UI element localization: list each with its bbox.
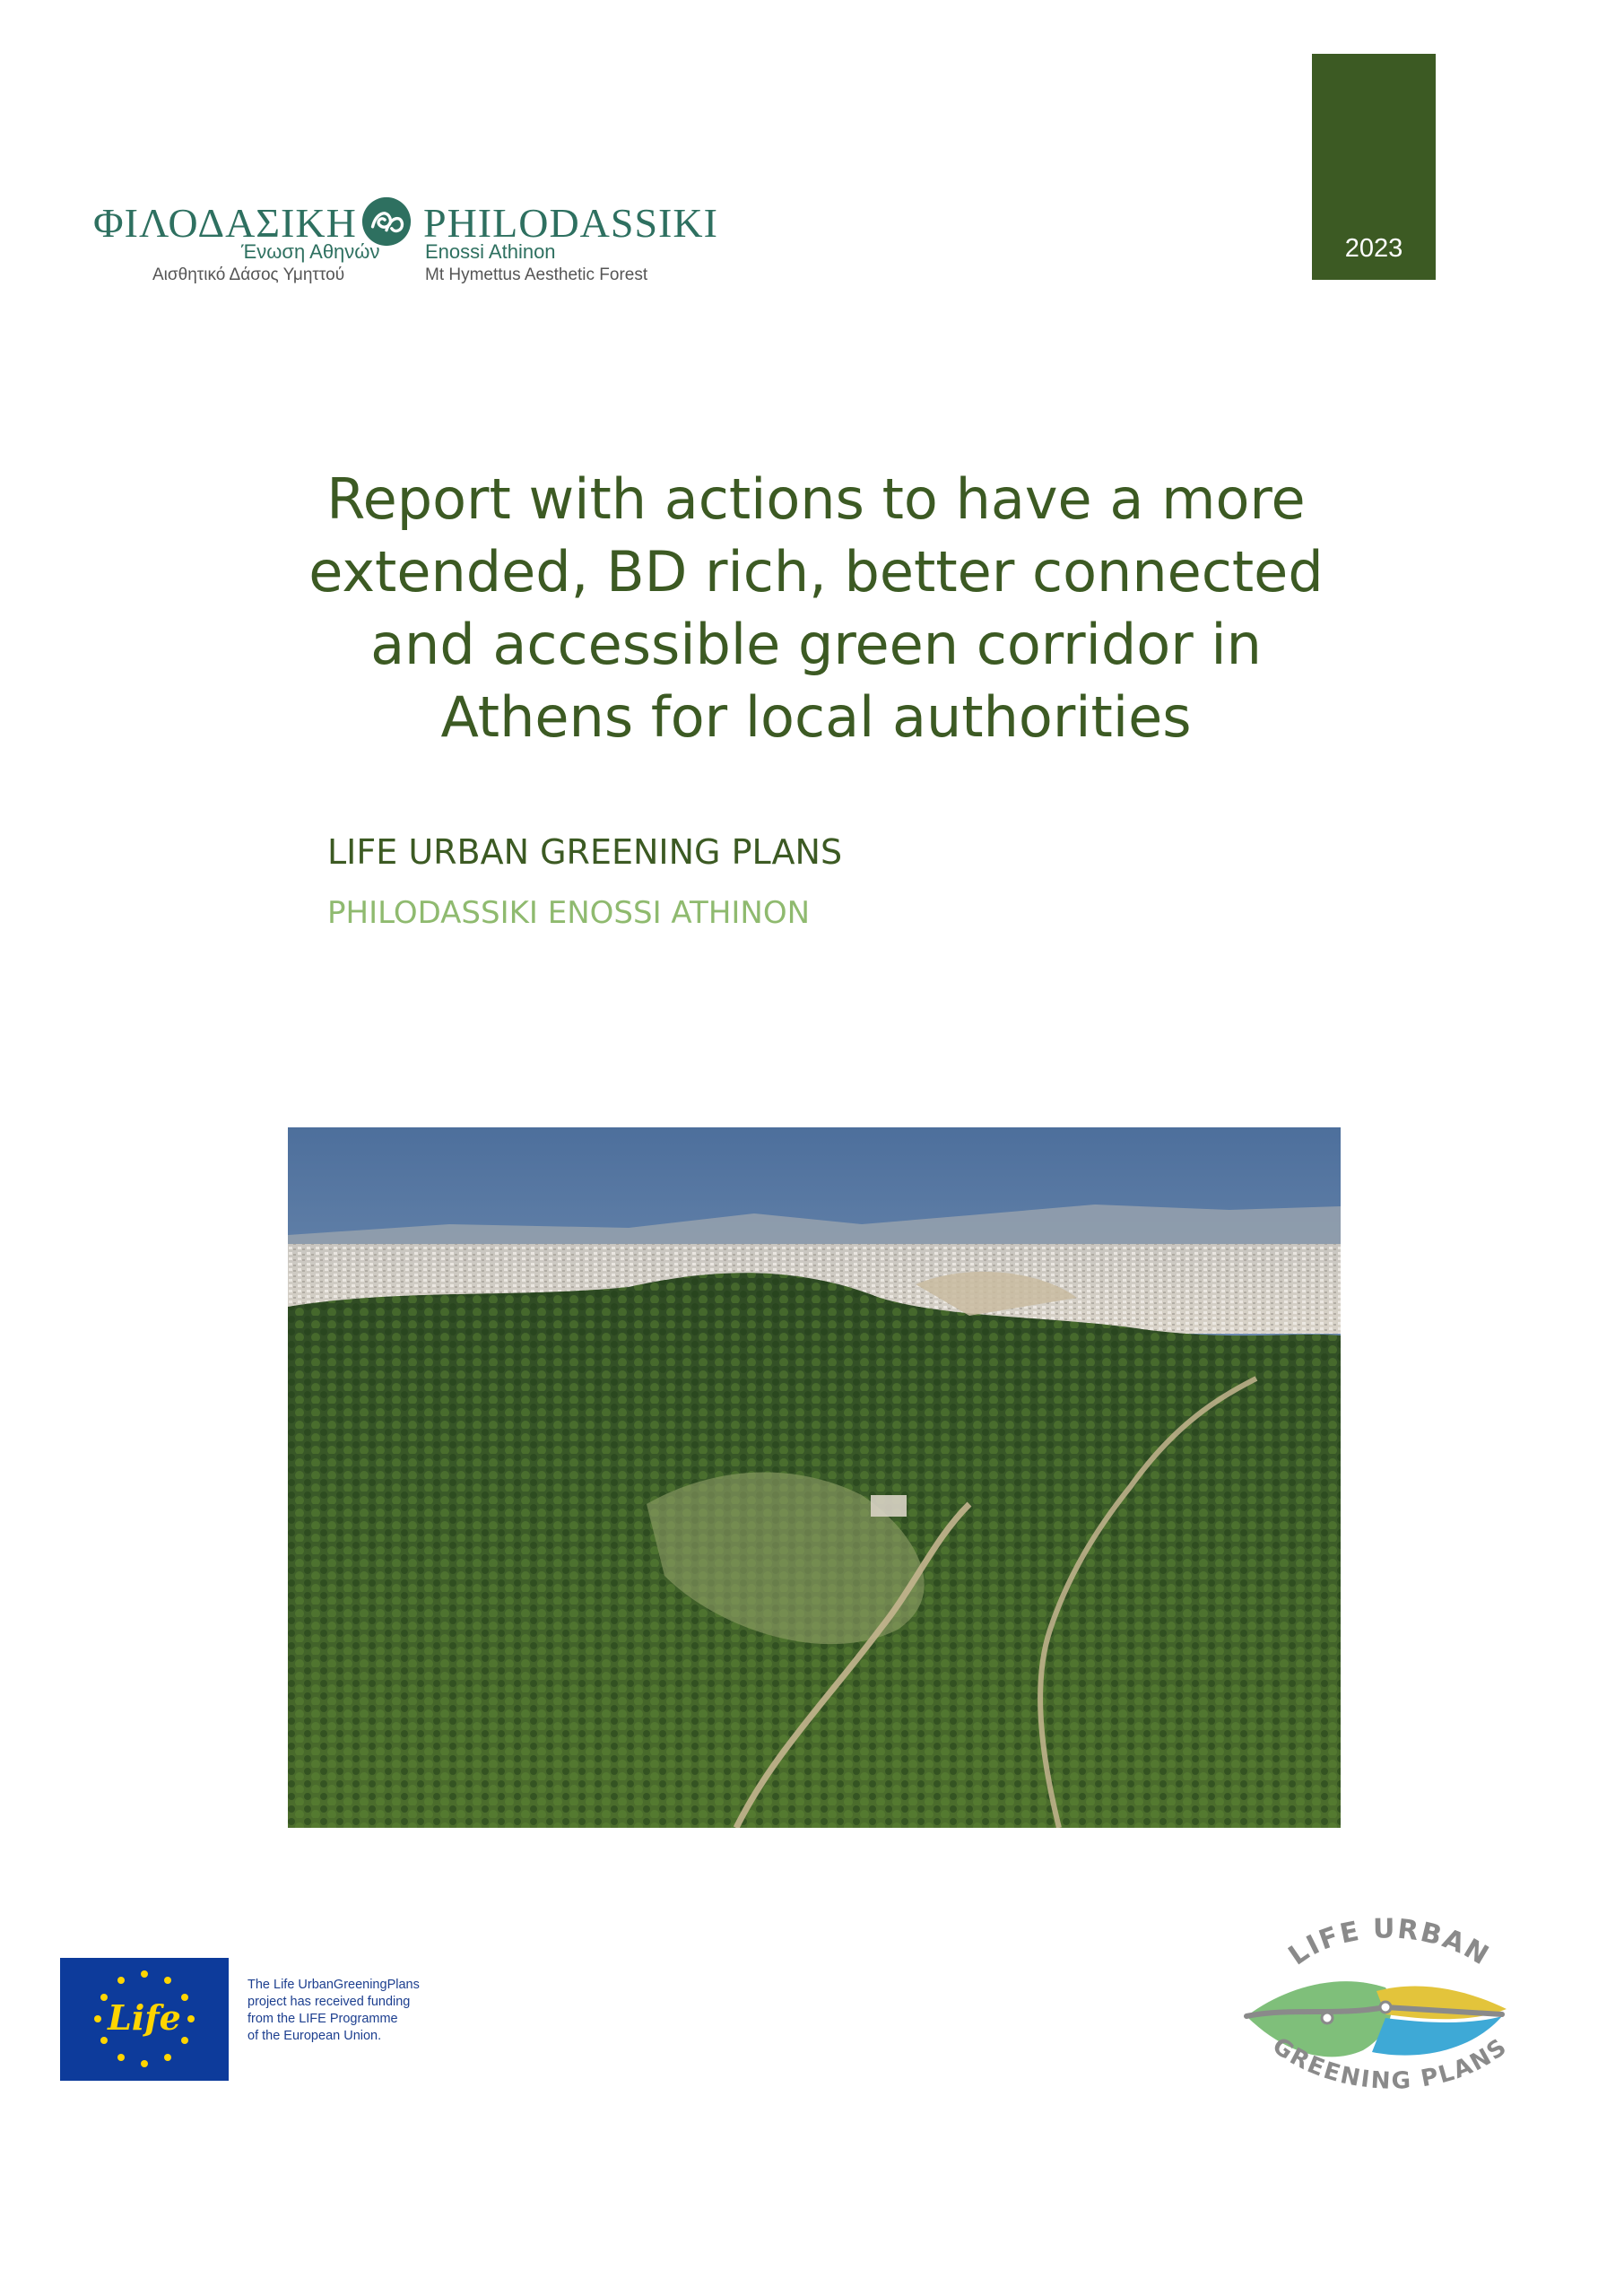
org-latin-tagline: Mt Hymettus Aesthetic Forest: [425, 265, 648, 284]
logo-bottom-text: GREENING PLANS: [1267, 2032, 1514, 2095]
org-latin-name: PHILODASSIKI: [423, 200, 718, 246]
svg-text:LIFE URBAN: [1283, 1913, 1496, 1972]
eu-life-logo: [60, 1958, 229, 2081]
org-greek-subtitle: Ένωση Αθηνών: [241, 240, 380, 263]
title-line: extended, BD rich, better connected: [308, 539, 1324, 604]
life-urban-greening-plans-logo: [1229, 1909, 1533, 2097]
org-greek-tagline: Αισθητικό Δάσος Υμηττού: [152, 265, 345, 284]
year-label: 2023: [1344, 234, 1403, 263]
title-line: and accessible green corridor in: [370, 612, 1262, 677]
funding-line: The Life UrbanGreeningPlans: [248, 1978, 420, 1992]
year-block: [1312, 54, 1436, 280]
life-wordmark: Life: [108, 1997, 181, 2038]
leaf-left-icon: [1246, 1981, 1392, 2057]
org-greek-name: ΦΙΛΟΔΑΣΙΚΗ: [93, 200, 357, 246]
project-name: LIFE URBAN GREENING PLANS: [327, 832, 843, 872]
org-latin-subtitle: Enossi Athinon: [425, 240, 556, 263]
organization-logo: [93, 192, 718, 291]
title-line: Athens for local authorities: [440, 684, 1192, 750]
report-title: [269, 463, 1363, 753]
eu-funding-statement: [248, 1977, 481, 2045]
funding-line: of the European Union.: [248, 2029, 382, 2043]
funding-line: from the LIFE Programme: [248, 2012, 398, 2026]
aerial-forest-photo: [288, 1127, 1341, 1828]
title-line: Report with actions to have a more: [326, 466, 1306, 532]
logo-top-text: LIFE URBAN: [1282, 1913, 1496, 1973]
funding-line: project has received funding: [248, 1995, 411, 2009]
organization-subtitle: PHILODASSIKI ENOSSI ATHINON: [327, 895, 811, 931]
